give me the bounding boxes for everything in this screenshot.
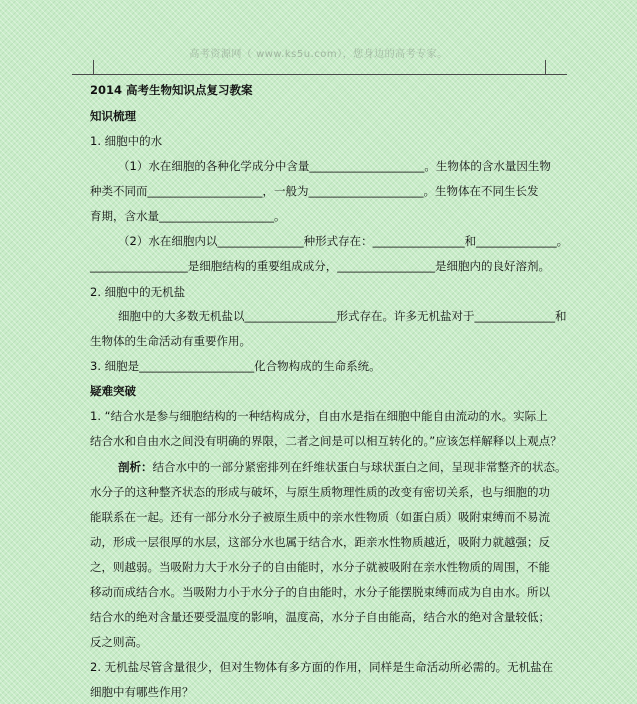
item-1-heading: 1. 细胞中的水: [90, 134, 163, 148]
analysis-text-1: 结合水中的一部分紧密排列在纤维状蛋白与球状蛋白之间，呈现非常整齐的状态。: [152, 460, 567, 474]
analysis-line-5: 之，则越弱。当吸附力大于水分子的自由能时，水分子就被吸附在亲水性物质的周围，不能: [90, 560, 550, 574]
question-2-line-1: 2. 无机盐尽管含量很少，但对生物体有多方面的作用，同样是生命活动所必需的。无机盐在: [90, 660, 554, 674]
section-heading-difficulties: 疑难突破: [90, 384, 136, 398]
analysis-line-2: 水分子的这种整齐状态的形成与破坏，与原生质物理性质的改变有密切关系，也与细胞的功: [90, 485, 550, 499]
question-1-line-1: 1. “结合水是参与细胞结构的一种结构成分，自由水是指在细胞中能自由流动的水。实际上: [90, 409, 548, 423]
item-2-heading: 2. 细胞中的无机盐: [90, 285, 186, 299]
item-3-line: 3. 细胞是____________________化合物构成的生命系统。: [90, 359, 381, 373]
paragraph-3-line-2: 生物体的生命活动有重要作用。: [90, 334, 251, 348]
analysis-line-8: 反之则高。: [90, 635, 148, 649]
analysis-line-3: 能联系在一起。还有一部分水分子被原生质中的亲水性物质（如蛋白质）吸附束缚而不易流: [90, 510, 550, 524]
header-corner-right-v: [545, 60, 546, 75]
analysis-line-6: 移动而成结合水。当吸附力小于水分子的自由能时，水分子能摆脱束缚而成为自由水。所以: [90, 585, 550, 599]
paragraph-2-line-2: _________________是细胞结构的重要组成成分，_________________是细胞内的良好溶剂。: [90, 259, 550, 273]
header-corner-left-h: [72, 74, 94, 75]
analysis-line-1: [118, 460, 567, 474]
document-title: 2014 高考生物知识点复习教案: [90, 83, 253, 97]
question-1-line-2: 结合水和自由水之间没有明确的界限，二者之间是可以相互转化的。”应该怎样解释以上观点？: [90, 434, 562, 448]
paragraph-1-line-3: 育期，含水量____________________。: [90, 209, 286, 223]
header-corner-right-h: [545, 74, 567, 75]
section-heading-knowledge: 知识梳理: [90, 109, 136, 123]
analysis-label: 剖析：: [118, 460, 153, 474]
question-2-line-2: 细胞中有哪些作用？: [90, 685, 194, 699]
header-corner-left-v: [93, 60, 94, 75]
paragraph-1-line-2: 种类不同而____________________，一般为____________________。生物体在不同生长发: [90, 184, 539, 198]
page-header: 高考资源网（ www.ks5u.com），您身边的高考专家。: [189, 49, 448, 60]
paragraph-3-line-1: 细胞中的大多数无机盐以________________形式存在。许多无机盐对于______________和: [118, 309, 567, 323]
paragraph-1-line-1: （1）水在细胞的各种化学成分中含量____________________。生物体的含水量因生物: [118, 159, 551, 173]
header-divider-line: [93, 74, 545, 75]
analysis-line-4: 动，形成一层很厚的水层，这部分水也属于结合水，距亲水性物质越近，吸附力就越强；反: [90, 535, 550, 549]
analysis-line-7: 结合水的绝对含量还要受温度的影响，温度高，水分子自由能高，结合水的绝对含量较低；: [90, 610, 550, 624]
paragraph-2-line-1: （2）水在细胞内以_______________种形式存在：________________和______________。: [118, 234, 569, 248]
